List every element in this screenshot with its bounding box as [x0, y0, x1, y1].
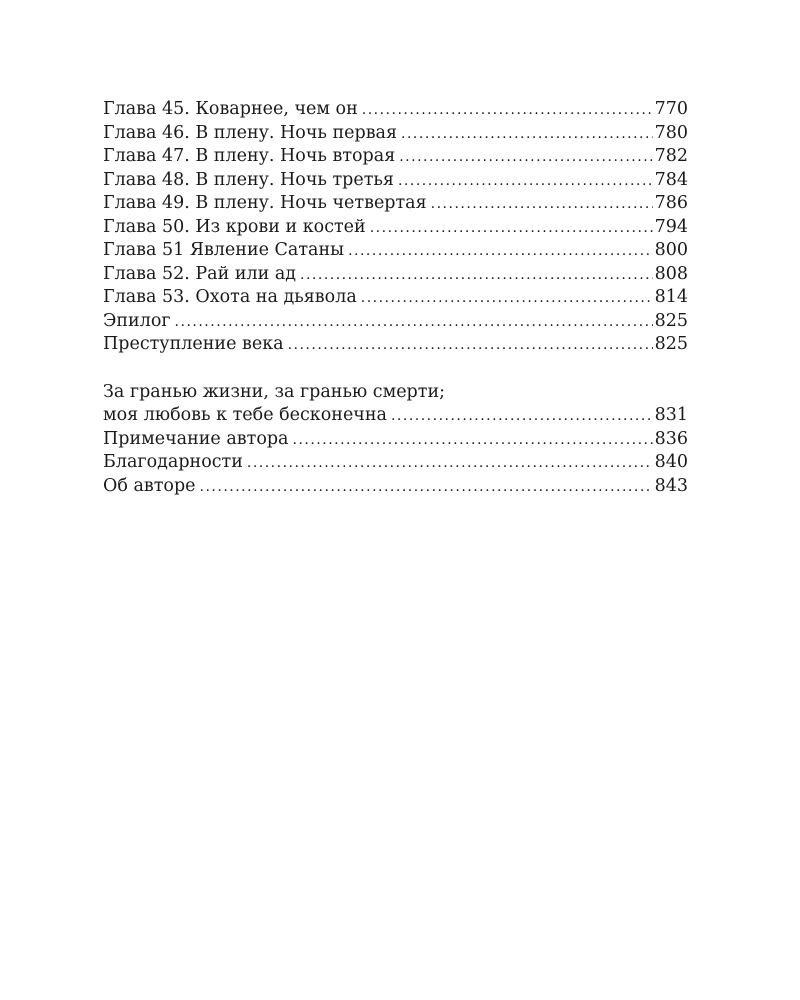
toc-entry-title: Примечание автора: [103, 428, 289, 449]
toc-entry[interactable]: [103, 333, 688, 357]
toc-entry[interactable]: [103, 169, 688, 193]
dot-leader: [348, 240, 653, 264]
toc-entry-title: Глава 53. Охота на дьявола: [103, 287, 357, 307]
toc-entry-title: Эпилог: [103, 310, 171, 331]
toc-entry-page: 770: [654, 99, 688, 119]
dot-leader: [288, 334, 653, 358]
toc-entry[interactable]: [103, 122, 688, 146]
toc-entry[interactable]: [103, 310, 688, 334]
toc-entry-page: 831: [654, 405, 688, 425]
toc-entry[interactable]: [103, 286, 688, 310]
toc-entry-title: Глава 51 Явление Сатаны: [103, 240, 345, 260]
toc-group-appendices: [103, 381, 688, 499]
dot-leader: [391, 405, 653, 429]
toc-entry-page: 780: [654, 122, 688, 143]
toc-entry-page: 825: [654, 310, 688, 331]
toc-entry-title: моя любовь к тебе бесконечна: [103, 405, 387, 425]
dot-leader: [399, 146, 652, 170]
toc-entry-title: Благодарности: [103, 452, 243, 472]
toc-entry-title: Глава 45. Коварнее, чем он: [103, 99, 358, 119]
dot-leader: [362, 99, 653, 123]
toc-entry-page: 784: [654, 169, 688, 190]
toc-entry[interactable]: [103, 98, 688, 122]
toc-entry[interactable]: [103, 239, 688, 263]
toc-entry[interactable]: [103, 192, 688, 216]
toc-entry-page: 836: [654, 428, 688, 449]
table-of-contents: [103, 98, 688, 498]
toc-entry[interactable]: [103, 145, 688, 169]
toc-entry-page: 814: [654, 287, 688, 307]
toc-entry-title: За гранью жизни, за гранью смерти;: [103, 381, 446, 402]
dot-leader: [361, 287, 653, 311]
toc-entry-title: Глава 47. В плену. Ночь вторая: [103, 146, 396, 166]
toc-entry-page: 782: [654, 146, 688, 166]
dot-leader: [200, 476, 653, 500]
toc-entry[interactable]: [103, 381, 688, 405]
dot-leader: [293, 429, 653, 453]
toc-entry-page: 786: [654, 193, 688, 213]
dot-leader: [300, 264, 653, 288]
toc-entry[interactable]: [103, 451, 688, 475]
toc-entry-title: Преступление века: [103, 334, 284, 354]
toc-entry-page: 794: [654, 216, 688, 237]
dot-leader: [175, 311, 653, 335]
toc-entry-title: Глава 50. Из крови и костей: [103, 216, 366, 237]
toc-entry-title: Глава 52. Рай или ад: [103, 263, 297, 284]
toc-entry-title: Глава 46. В плену. Ночь первая: [103, 122, 398, 143]
dot-leader: [398, 170, 653, 194]
dot-leader: [401, 123, 653, 147]
toc-entry-title: Глава 48. В плену. Ночь третья: [103, 169, 394, 190]
toc-entry[interactable]: [103, 404, 688, 428]
toc-entry[interactable]: [103, 475, 688, 499]
dot-leader: [431, 193, 653, 217]
toc-entry-page: 840: [654, 452, 688, 472]
toc-entry-page: 808: [654, 263, 688, 284]
toc-entry-title: Об авторе: [103, 475, 196, 496]
dot-leader: [370, 217, 653, 241]
toc-entry[interactable]: [103, 428, 688, 452]
toc-entry-page: 825: [654, 334, 688, 354]
toc-entry[interactable]: [103, 263, 688, 287]
toc-entry[interactable]: [103, 216, 688, 240]
dot-leader: [247, 452, 653, 476]
toc-entry-page: 843: [654, 475, 688, 496]
toc-entry-page: 800: [654, 240, 688, 260]
toc-entry-title: Глава 49. В плену. Ночь четвертая: [103, 193, 427, 213]
toc-group-chapters: [103, 98, 688, 357]
